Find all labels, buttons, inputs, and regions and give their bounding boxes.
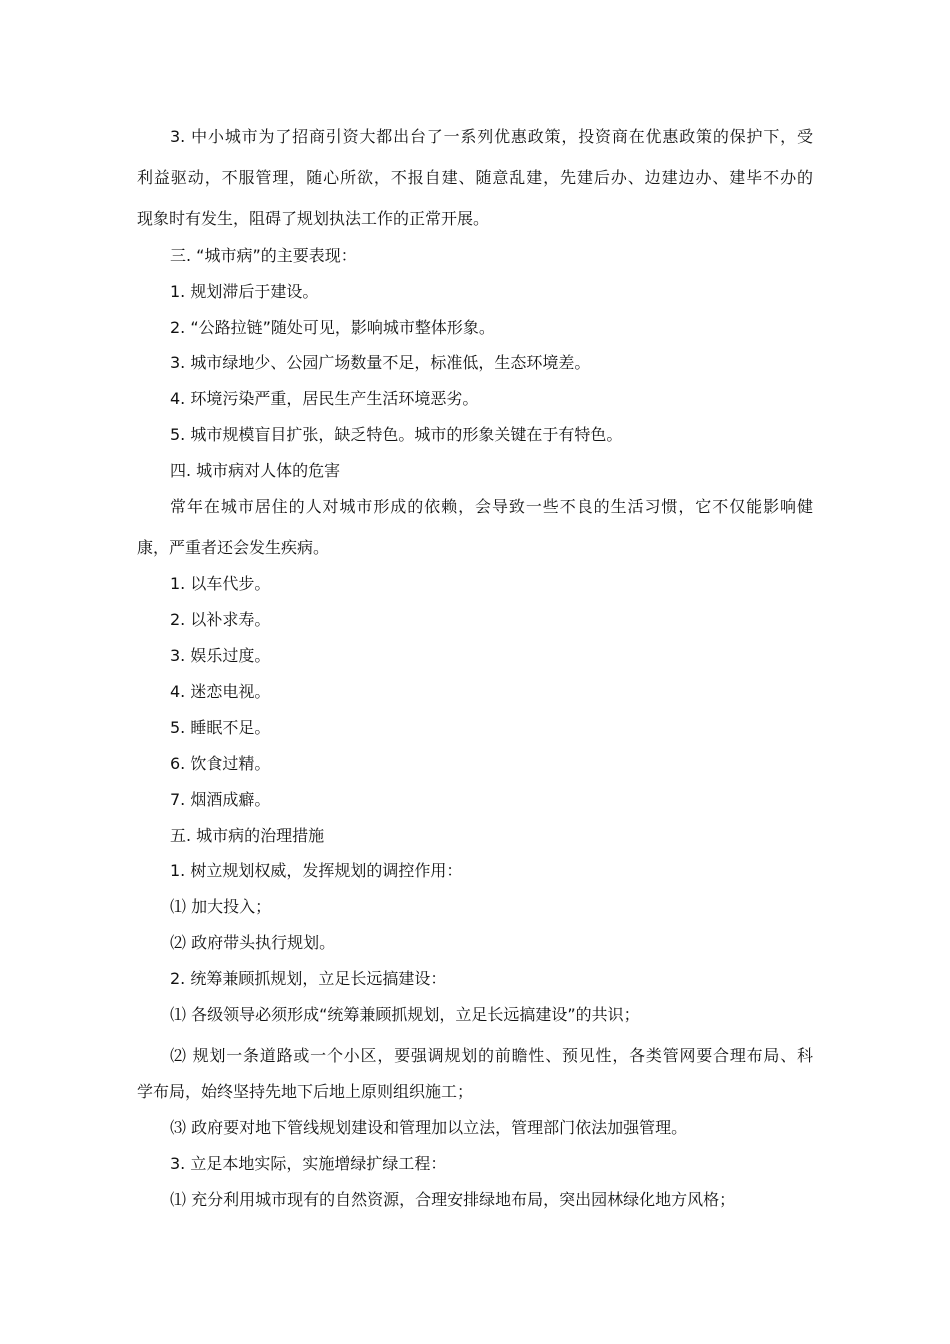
paragraph-line: 利益驱动，不服管理，随心所欲，不报自建、随意乱建，先建后办、边建边办、建毕不办的 bbox=[137, 168, 813, 187]
list-item: 3. 立足本地实际，实施增绿扩绿工程： bbox=[170, 1154, 447, 1173]
sub-list-item: ⑵ 规划一条道路或一个小区，要强调规划的前瞻性、预见性，各类管网要合理布局、科 bbox=[170, 1046, 813, 1065]
sub-list-item: ⑴ 充分利用城市现有的自然资源，合理安排绿地布局，突出园林绿化地方风格； bbox=[170, 1190, 736, 1209]
section-heading: 五. 城市病的治理措施 bbox=[170, 826, 325, 845]
section-heading: 三. “城市病”的主要表现： bbox=[170, 246, 357, 265]
list-item: 4. 迷恋电视。 bbox=[170, 682, 271, 701]
list-item: 7. 烟酒成癖。 bbox=[170, 790, 271, 809]
section-heading: 四. 城市病对人体的危害 bbox=[170, 461, 341, 480]
list-item: 2. 统筹兼顾抓规划，立足长远搞建设： bbox=[170, 969, 447, 988]
sub-list-item: ⑵ 政府带头执行规划。 bbox=[170, 933, 336, 952]
paragraph-line: 现象时有发生，阻碍了规划执法工作的正常开展。 bbox=[137, 209, 490, 228]
list-item: 5. 城市规模盲目扩张，缺乏特色。城市的形象关键在于有特色。 bbox=[170, 425, 623, 444]
list-item: 1. 以车代步。 bbox=[170, 574, 271, 593]
list-item: 3. 城市绿地少、公园广场数量不足，标准低，生态环境差。 bbox=[170, 353, 591, 372]
list-item: 6. 饮食过精。 bbox=[170, 754, 271, 773]
list-item: 4. 环境污染严重，居民生产生活环境恶劣。 bbox=[170, 389, 479, 408]
paragraph-line: 康，严重者还会发生疾病。 bbox=[137, 538, 330, 557]
list-item: 2. “公路拉链”随处可见，影响城市整体形象。 bbox=[170, 318, 495, 337]
paragraph-line: 3. 中小城市为了招商引资大都出台了一系列优惠政策，投资商在优惠政策的保护下，受 bbox=[170, 127, 813, 146]
list-item: 3. 娱乐过度。 bbox=[170, 646, 271, 665]
list-item: 1. 树立规划权威，发挥规划的调控作用： bbox=[170, 861, 463, 880]
paragraph-line: 常年在城市居住的人对城市形成的依赖，会导致一些不良的生活习惯，它不仅能影响健 bbox=[170, 497, 813, 516]
sub-list-item: ⑴ 加大投入； bbox=[170, 897, 272, 916]
paragraph-line: 学布局，始终坚持先地下后地上原则组织施工； bbox=[137, 1082, 474, 1101]
sub-list-item: ⑶ 政府要对地下管线规划建设和管理加以立法，管理部门依法加强管理。 bbox=[170, 1118, 688, 1137]
list-item: 5. 睡眠不足。 bbox=[170, 718, 271, 737]
list-item: 1. 规划滞后于建设。 bbox=[170, 282, 319, 301]
sub-list-item: ⑴ 各级领导必须形成“统筹兼顾抓规划，立足长远搞建设”的共识； bbox=[170, 1005, 640, 1024]
list-item: 2. 以补求寿。 bbox=[170, 610, 271, 629]
